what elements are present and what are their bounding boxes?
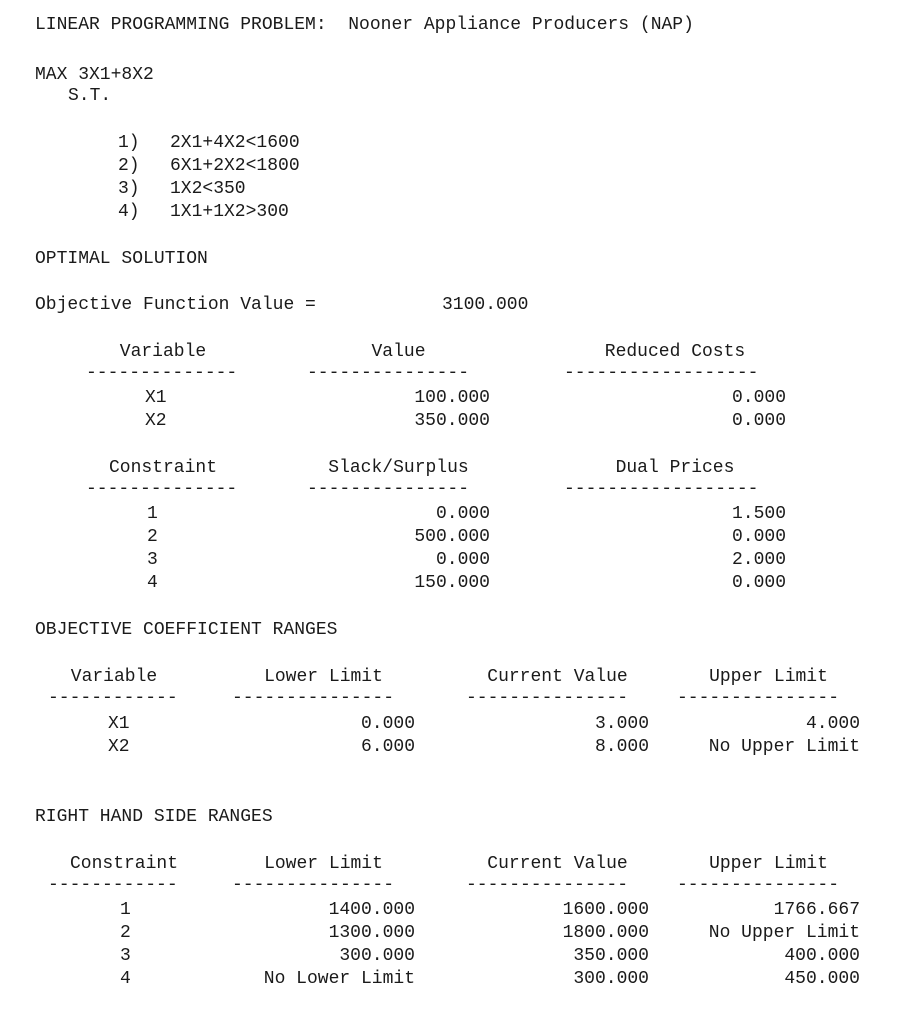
column-header: Constraint <box>69 854 179 874</box>
column-header: Reduced Costs <box>604 342 746 362</box>
constraint-id: 2 <box>147 527 158 547</box>
constraint-expression: 1X2<350 <box>170 179 246 199</box>
lower-limit: 0.000 <box>360 714 415 734</box>
constraint-expression: 6X1+2X2<1800 <box>170 156 300 176</box>
lower-limit: No Lower Limit <box>263 969 415 989</box>
variable-name: X1 <box>108 714 130 734</box>
column-header: Current Value <box>487 667 628 687</box>
rhs-ranges-heading: RIGHT HAND SIDE RANGES <box>35 807 273 827</box>
column-header: Variable <box>119 342 207 362</box>
column-header: Lower Limit <box>264 854 383 874</box>
constraint-id: 1 <box>120 900 131 920</box>
column-header: Current Value <box>487 854 628 874</box>
dual-price: 2.000 <box>731 550 786 570</box>
constraint-id: 3 <box>120 946 131 966</box>
lower-limit: 300.000 <box>339 946 415 966</box>
objective-expression: MAX 3X1+8X2 <box>35 65 154 85</box>
constraint-number: 4) <box>118 202 140 222</box>
constraint-id: 4 <box>120 969 131 989</box>
slack-surplus: 0.000 <box>435 504 490 524</box>
current-value: 350.000 <box>573 946 649 966</box>
upper-limit: No Upper Limit <box>708 737 860 757</box>
header-rule: --------------- <box>466 688 629 708</box>
current-value: 1800.000 <box>562 923 649 943</box>
header-rule: --------------- <box>307 363 470 383</box>
header-rule: -------------- <box>86 479 238 499</box>
lower-limit: 1300.000 <box>328 923 415 943</box>
header-rule: ------------ <box>48 688 178 708</box>
slack-surplus: 0.000 <box>435 550 490 570</box>
current-value: 3.000 <box>594 714 649 734</box>
header-rule: --------------- <box>232 688 395 708</box>
current-value: 8.000 <box>594 737 649 757</box>
variable-name: X1 <box>145 388 167 408</box>
header-rule: --------------- <box>677 875 840 895</box>
reduced-cost: 0.000 <box>731 411 786 431</box>
column-header: Variable <box>70 667 158 687</box>
column-header: Upper Limit <box>709 854 828 874</box>
upper-limit: 4.000 <box>805 714 860 734</box>
objective-ranges-heading: OBJECTIVE COEFFICIENT RANGES <box>35 620 338 640</box>
subject-to-label: S.T. <box>68 86 112 106</box>
lower-limit: 6.000 <box>360 737 415 757</box>
constraint-number: 1) <box>118 133 140 153</box>
document-title: LINEAR PROGRAMMING PROBLEM: Nooner Appliance Producers (NAP) <box>35 15 694 35</box>
header-rule: --------------- <box>232 875 395 895</box>
column-header: Slack/Surplus <box>328 458 469 478</box>
variable-name: X2 <box>108 737 130 757</box>
current-value: 300.000 <box>573 969 649 989</box>
header-rule: --------------- <box>466 875 629 895</box>
objective-value-label: Objective Function Value = <box>35 295 316 315</box>
current-value: 1600.000 <box>562 900 649 920</box>
variable-name: X2 <box>145 411 167 431</box>
header-rule: ------------------ <box>564 363 759 383</box>
optimal-solution-heading: OPTIMAL SOLUTION <box>35 249 208 269</box>
slack-surplus: 500.000 <box>414 527 490 547</box>
variable-value: 350.000 <box>414 411 490 431</box>
column-header: Dual Prices <box>615 458 735 478</box>
dual-price: 0.000 <box>731 527 786 547</box>
constraint-id: 3 <box>147 550 158 570</box>
constraint-expression: 1X1+1X2>300 <box>170 202 289 222</box>
dual-price: 1.500 <box>731 504 786 524</box>
upper-limit: 400.000 <box>784 946 860 966</box>
column-header: Constraint <box>108 458 218 478</box>
column-header: Lower Limit <box>264 667 383 687</box>
header-rule: ------------------ <box>564 479 759 499</box>
constraint-id: 4 <box>147 573 158 593</box>
upper-limit: 1766.667 <box>773 900 860 920</box>
constraint-id: 1 <box>147 504 158 524</box>
header-rule: ------------ <box>48 875 178 895</box>
upper-limit: No Upper Limit <box>708 923 860 943</box>
variable-value: 100.000 <box>414 388 490 408</box>
constraint-number: 2) <box>118 156 140 176</box>
constraint-expression: 2X1+4X2<1600 <box>170 133 300 153</box>
objective-value: 3100.000 <box>442 295 529 315</box>
header-rule: --------------- <box>307 479 470 499</box>
header-rule: --------------- <box>677 688 840 708</box>
column-header: Upper Limit <box>709 667 828 687</box>
constraint-id: 2 <box>120 923 131 943</box>
header-rule: -------------- <box>86 363 238 383</box>
dual-price: 0.000 <box>731 573 786 593</box>
upper-limit: 450.000 <box>784 969 860 989</box>
slack-surplus: 150.000 <box>414 573 490 593</box>
reduced-cost: 0.000 <box>731 388 786 408</box>
column-header: Value <box>371 342 426 362</box>
lower-limit: 1400.000 <box>328 900 415 920</box>
constraint-number: 3) <box>118 179 140 199</box>
